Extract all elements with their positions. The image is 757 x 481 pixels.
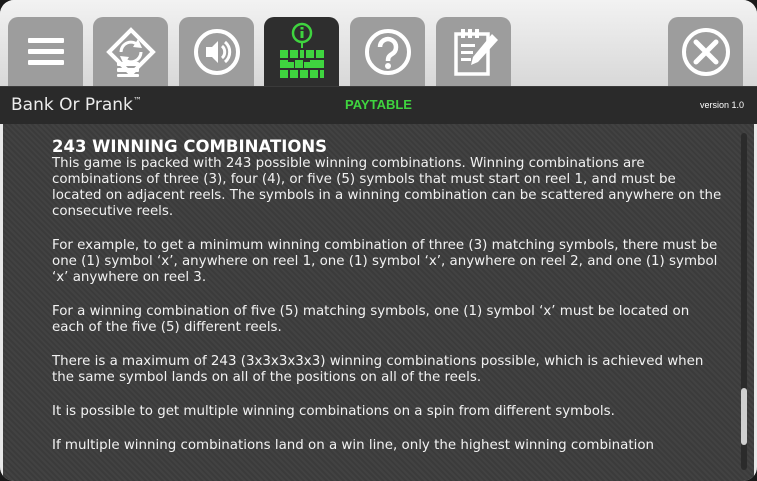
- paragraph: For a winning combination of five (5) matching symbols, one (1) symbol ‘x’ must be located on each of the five (5) different reels.: [52, 304, 690, 335]
- tab-help[interactable]: [350, 17, 425, 86]
- version-label: version 1.0: [699, 100, 744, 110]
- autoplay-icon: [105, 26, 157, 78]
- notepad-pencil-icon: [448, 26, 500, 78]
- tab-autoplay[interactable]: [93, 17, 168, 86]
- paragraph: If multiple winning combinations land on a win line, only the highest winning combination: [52, 438, 655, 453]
- section-heading: 243 WINNING COMBINATIONS: [52, 137, 328, 156]
- hamburger-menu-icon: [28, 38, 64, 66]
- section-title: PAYTABLE: [345, 97, 412, 112]
- tab-menu[interactable]: [8, 17, 83, 86]
- paragraph: It is possible to get multiple winning combinations on a spin from different symbols.: [52, 404, 615, 419]
- paytable-info-icon: [276, 22, 328, 82]
- trademark-symbol: ™: [132, 96, 142, 107]
- question-mark-icon: [364, 28, 412, 76]
- scrollbar-track[interactable]: [741, 133, 747, 470]
- close-circle-icon: [681, 27, 731, 77]
- tab-close[interactable]: [668, 17, 743, 86]
- speaker-icon: [193, 28, 241, 76]
- paragraph: There is a maximum of 243 (3x3x3x3x3) winning combinations possible, which is achieved when the same symbol lands on all of the positions on all of the reels.: [52, 354, 704, 385]
- scrollbar-thumb[interactable]: [741, 388, 747, 445]
- title-bar: [0, 86, 757, 124]
- tab-bar: [0, 0, 757, 86]
- paytable-content[interactable]: [0, 124, 757, 481]
- game-title-text: Bank Or Prank: [11, 95, 133, 115]
- frame-border-left: [0, 124, 3, 481]
- tab-paytable[interactable]: [264, 17, 339, 86]
- tab-sound[interactable]: [179, 17, 254, 86]
- content-text: [52, 138, 722, 472]
- paragraph: For example, to get a minimum winning combination of three (3) matching symbols, there must be one (1) symbol ‘x’, anywhere on reel 1, one (1) symbol ‘x’, anywhere on reel 2, and one (1) symbol ‘x’ anywhere on reel 3.: [52, 238, 718, 285]
- paragraph: This game is packed with 243 possible winning combinations. Winning combinations are combinations of three (3), four (4), or five (5) symbols that must start on reel 1, and must be located on adjacent reels. The symbols in a winning combination can be scattered anywhere on the consecutive reels.: [52, 156, 722, 219]
- tab-game-history[interactable]: [436, 17, 511, 86]
